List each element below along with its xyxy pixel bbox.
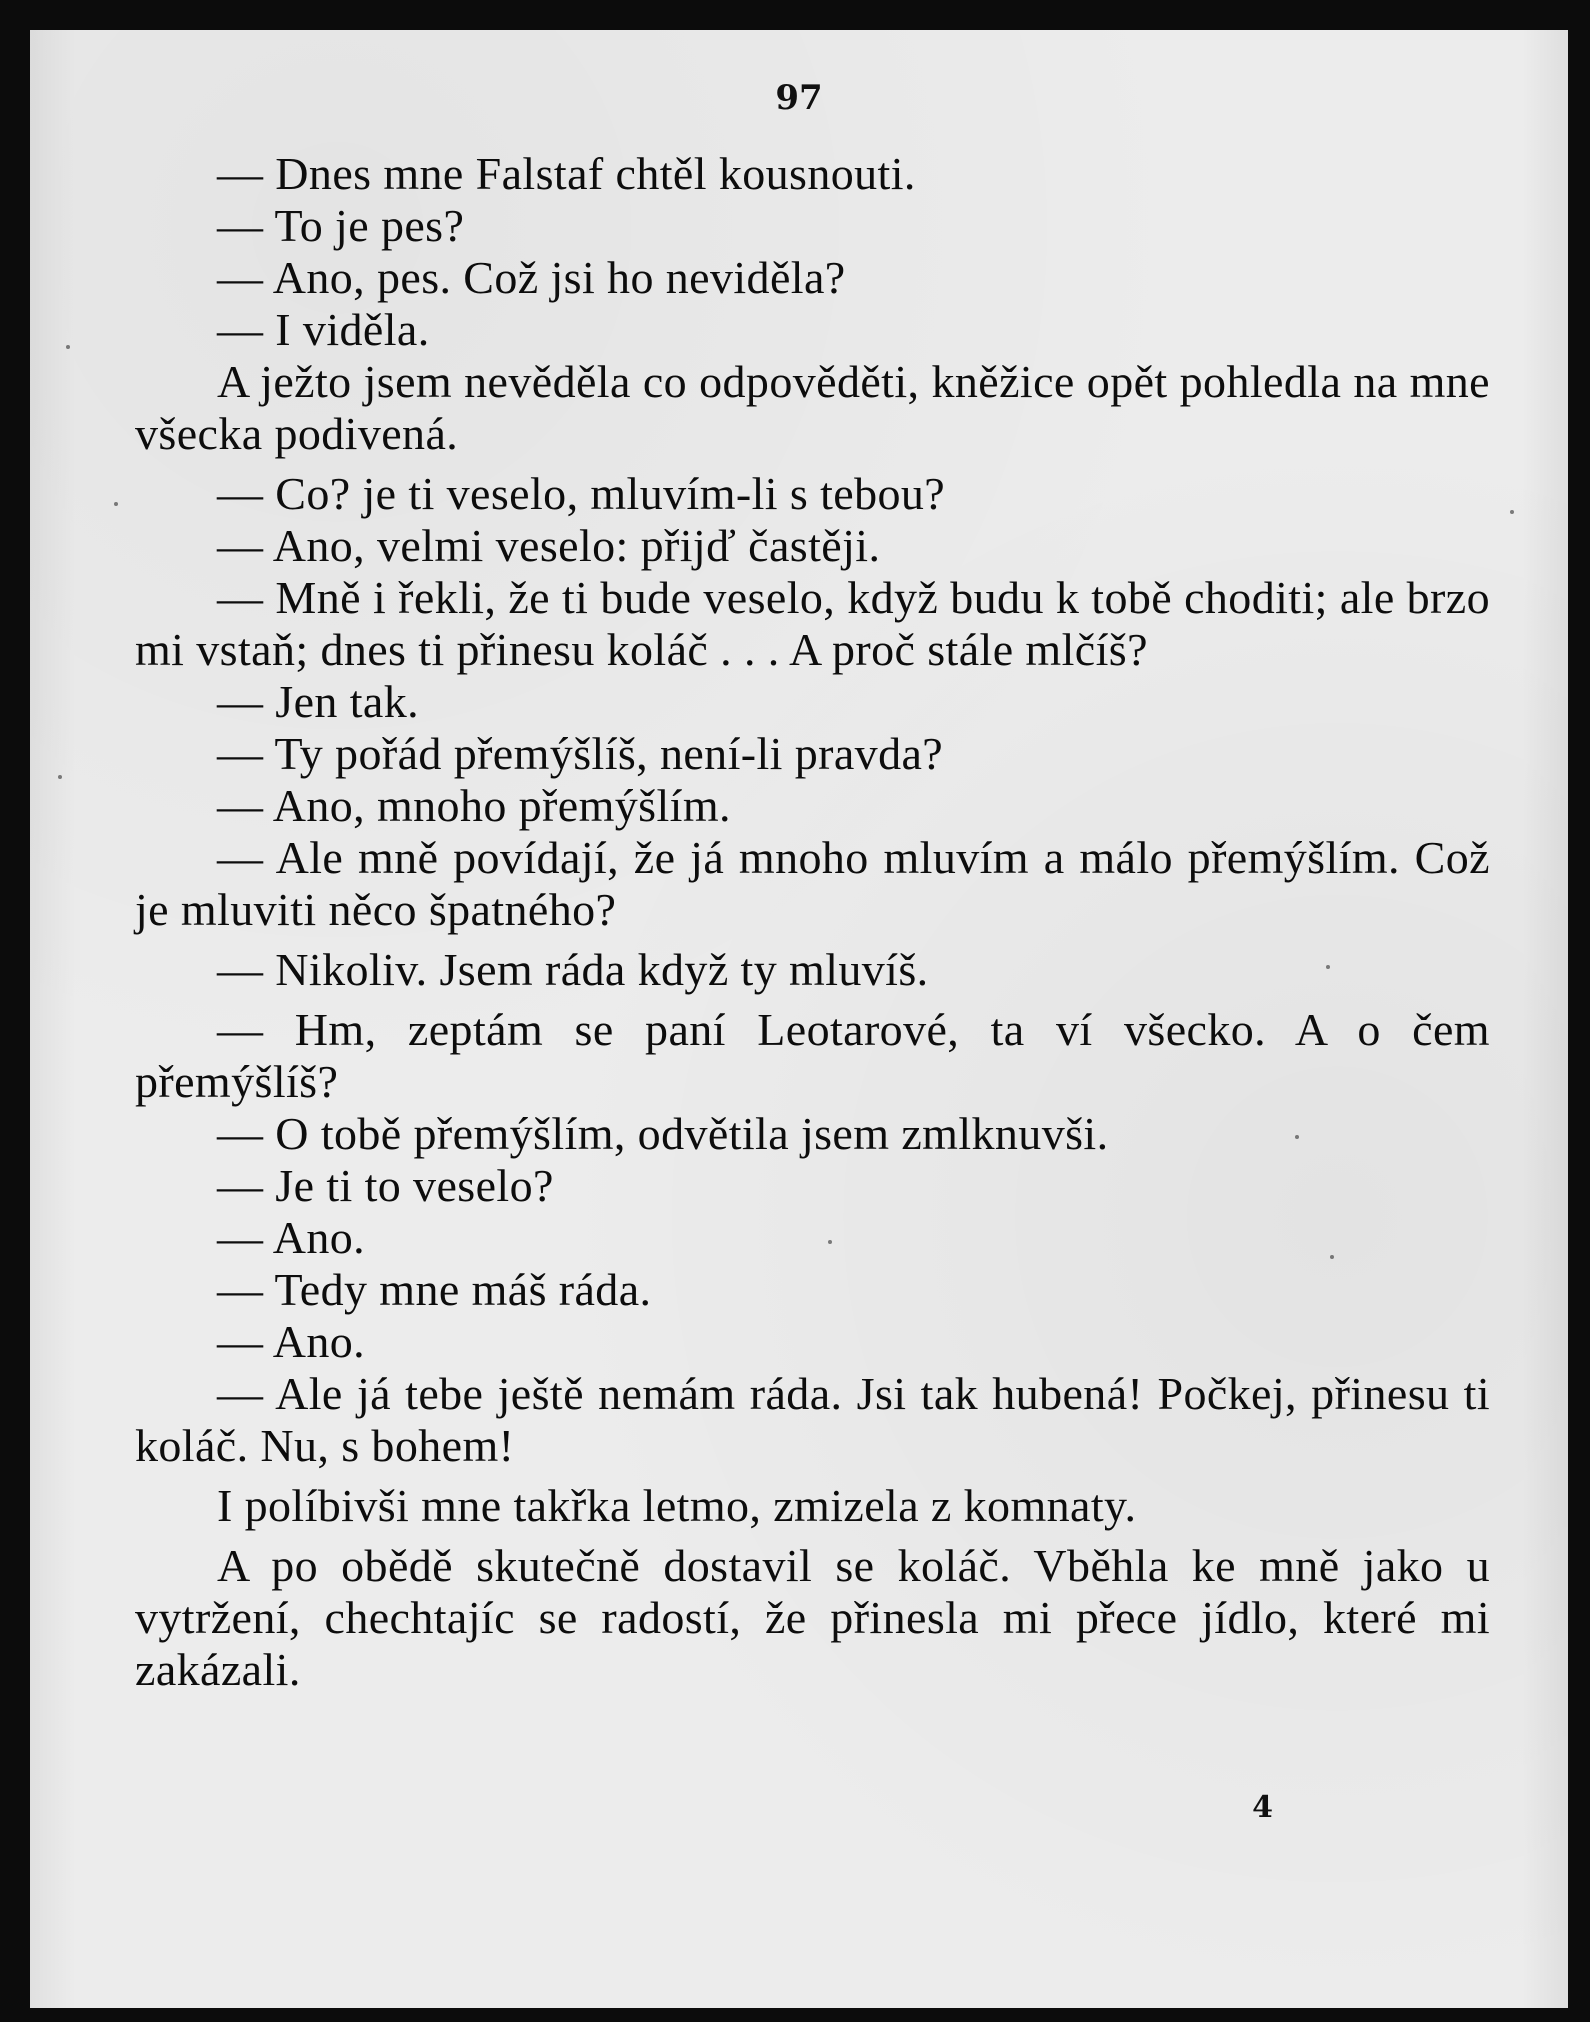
paragraph: — To je pes?: [217, 200, 465, 251]
paragraph: — Ale já tebe ještě nemám ráda. Jsi tak hubená! Počkej, přinesu ti koláč. Nu, s bohem!: [135, 1368, 1490, 1471]
paragraph: — Ty pořád přemýšlíš, není-li pravda?: [217, 728, 944, 779]
paragraph: — Dnes mne Falstaf chtěl kousnouti.: [217, 148, 916, 199]
paragraph: — O tobě přemýšlím, odvětila jsem zmlknuvši.: [217, 1108, 1109, 1159]
paragraph: I políbivši mne takřka letmo, zmizela z komnaty.: [217, 1480, 1137, 1531]
paragraph: — Ano, pes. Což jsi ho neviděla?: [217, 252, 846, 303]
page-number: 97: [775, 78, 823, 118]
body-text: [135, 148, 1490, 1696]
paragraph: — Ano.: [217, 1316, 366, 1367]
speck: [114, 502, 118, 506]
paragraph: — Hm, zeptám se paní Leotarové, ta ví všecko. A o čem přemýšlíš?: [135, 1004, 1490, 1107]
paragraph: — Tedy mne máš ráda.: [217, 1264, 652, 1315]
paragraph: — Ano, velmi veselo: přijď častěji.: [217, 520, 881, 571]
speck: [58, 775, 62, 779]
paragraph: — Ano.: [217, 1212, 366, 1263]
signature-mark: 4: [1252, 1790, 1273, 1825]
paragraph: A po obědě skutečně dostavil se koláč. Vběhla ke mně jako u vytržení, chechtajíc se radostí, že přinesla mi přece jídlo, které mi zakázali.: [135, 1540, 1490, 1695]
paragraph: — I viděla.: [217, 304, 430, 355]
paragraph: — Ale mně povídají, že já mnoho mluvím a málo přemýšlím. Což je mluviti něco špatného?: [135, 832, 1490, 935]
speck: [1510, 510, 1514, 514]
paragraph: — Co? je ti veselo, mluvím-li s tebou?: [217, 468, 946, 519]
paragraph: — Ano, mnoho přemýšlím.: [217, 780, 731, 831]
paragraph: — Jen tak.: [217, 676, 420, 727]
book-page: [30, 30, 1568, 2008]
paragraph: — Je ti to veselo?: [217, 1160, 554, 1211]
paragraph: A ježto jsem nevěděla co odpověděti, kněžice opět pohledla na mne všecka podivená.: [135, 356, 1490, 459]
paragraph: — Mně i řekli, že ti bude veselo, když budu k tobě choditi; ale brzo mi vstaň; dnes ti přinesu koláč . . . A proč stále mlčíš?: [135, 572, 1490, 675]
speck: [66, 345, 70, 349]
paragraph: — Nikoliv. Jsem ráda když ty mluvíš.: [217, 944, 929, 995]
